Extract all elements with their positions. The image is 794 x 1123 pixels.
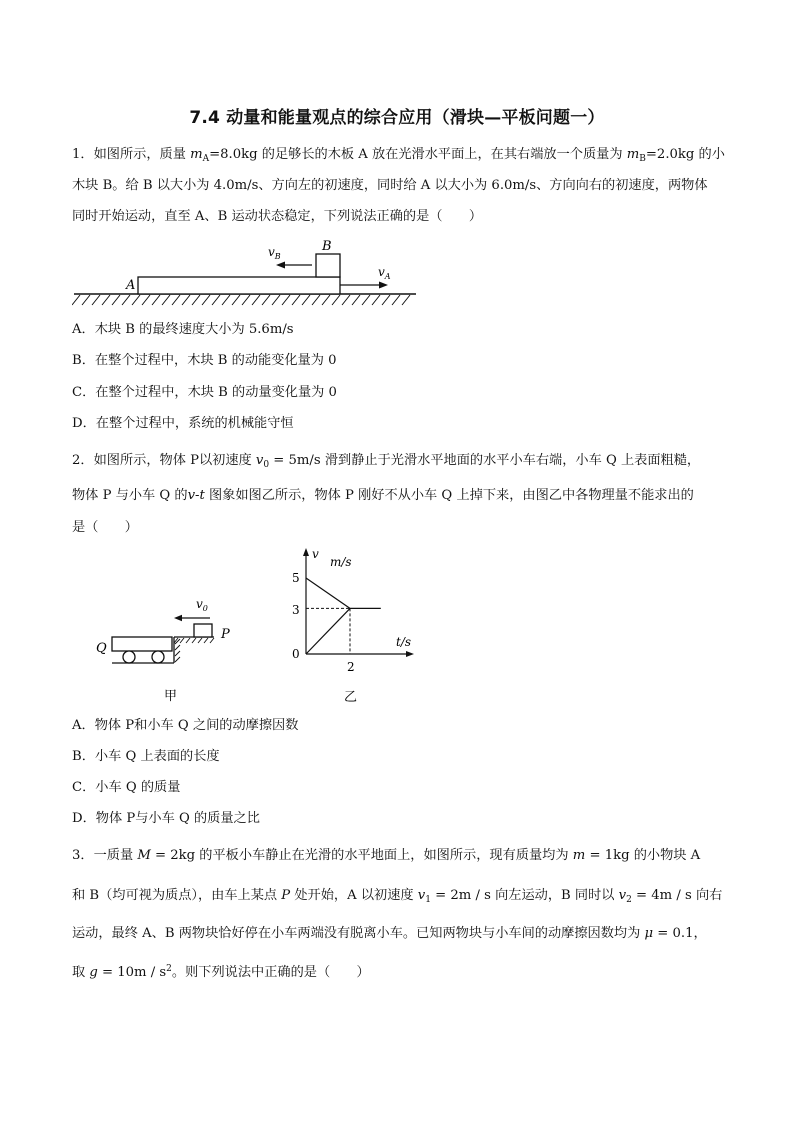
y-tick-label: 3 — [292, 603, 300, 617]
page-title: 7.4 动量和能量观点的综合应用（滑块—平板问题一） — [189, 108, 605, 128]
q2-text: = 5m/s 滑到静止于光滑水平地面的水平小车右端，小车 Q 上表面粗糙， — [269, 453, 701, 468]
q2-text: 物体 P 与小车 Q 的 — [72, 488, 188, 503]
q3-m-symbol: m — [572, 848, 586, 863]
y-axis-label: v — [312, 547, 319, 561]
q1-option-c[interactable]: C．在整个过程中，木块 B 的动量变化量为 0 — [72, 385, 337, 400]
q3-text: = 4m / s 向右 — [631, 888, 723, 903]
q1-line-3: 同时开始运动，直至 A、B 运动状态稳定，下列说法正确的是（ ） — [72, 209, 483, 224]
q1-line-1 — [72, 146, 725, 168]
q2-option-d[interactable]: D．物体 P与小车 Q 的质量之比 — [72, 811, 260, 826]
q3-P-symbol: P — [281, 888, 291, 903]
q3-line-3 — [72, 925, 707, 943]
label-vB: $v_B$ — [268, 245, 281, 261]
q2-v0-sub: 0 — [263, 460, 270, 470]
q1-mass-B-sub: B — [639, 154, 646, 164]
series-line-0 — [306, 578, 381, 608]
x-axis-arrow-icon — [406, 651, 414, 657]
q3-line-2 — [72, 887, 722, 909]
q1-mass-A-symbol: m — [190, 147, 203, 162]
q1-text: =8.0kg 的足够长的木板 A 放在光滑水平面上，在其右端放一个质量为 — [209, 147, 627, 162]
q2-text: 图象如图乙所示，物体 P 刚好不从小车 Q 上掉下来，由图乙中各物理量不能求出的 — [204, 488, 694, 503]
q3-text: 。则下列说法中正确的是（ ） — [171, 965, 370, 980]
q3-line-1 — [72, 847, 700, 865]
label-vA: $v_A$ — [378, 265, 391, 281]
y-axis-arrow-icon — [303, 548, 309, 556]
x-tick-label: 2 — [347, 660, 355, 674]
label-A: A — [126, 278, 136, 293]
q1-figure — [72, 238, 422, 310]
label-v0: $v_0$ — [196, 597, 208, 613]
arrow-right-icon — [379, 282, 388, 289]
q3-text: = 2m / s 向左运动，B 同时以 — [430, 888, 619, 903]
q2-option-c[interactable]: C．小车 Q 的质量 — [72, 780, 181, 795]
cart-Q — [112, 637, 172, 651]
q1-text: 1．如图所示，质量 — [72, 147, 191, 162]
q3-sup: 2 — [166, 964, 172, 974]
q3-mu-symbol: μ — [644, 926, 654, 941]
q3-text: = 2kg 的平板小车静止在光滑的水平地面上，如图所示，现有质量均为 — [150, 848, 573, 863]
label-B: B — [322, 239, 332, 254]
label-P: P — [221, 627, 230, 642]
q3-text: 运动，最终 A、B 两物块恰好停在小车两端没有脱离小车。已知两物块与小车间的动摩擦因数均为 — [72, 926, 645, 941]
q3-line-4 — [72, 960, 370, 982]
q3-v2-symbol: v — [618, 888, 627, 903]
q3-text: 和 B（均可视为质点），由车上某点 — [72, 888, 282, 903]
q3-text: = 0.1， — [653, 926, 707, 941]
q2-text: 2．如图所示，物体 P以初速度 — [72, 453, 256, 468]
arrow-left-icon — [174, 615, 182, 621]
q1-option-d[interactable]: D．在整个过程中，系统的机械能守恒 — [72, 416, 294, 431]
caption-jia: 甲 — [164, 689, 178, 704]
q3-text: 处开始，A 以初速度 — [290, 888, 418, 903]
arrow-left-icon — [276, 262, 285, 269]
y-tick-label: 5 — [292, 571, 300, 585]
y-axis-unit: m/s — [330, 555, 352, 569]
q2-line-3: 是（ ） — [72, 520, 138, 535]
q3-text: 3．一质量 — [72, 848, 138, 863]
q2-vt-symbol: v-t — [187, 488, 205, 503]
q3-v1-symbol: v — [417, 888, 426, 903]
q3-v2-sub: 2 — [626, 895, 632, 905]
q2-line-2 — [72, 487, 694, 505]
x-axis-label: t/s — [396, 635, 412, 649]
q2-option-a[interactable]: A．物体 P和小车 Q 之间的动摩擦因数 — [72, 718, 299, 733]
q3-g-symbol: g — [89, 965, 98, 980]
q1-line-2: 木块 B。给 B 以大小为 4.0m/s、方向左的初速度，同时给 A 以大小为 6.0m/s、方向向右的初速度，两物体 — [72, 178, 708, 193]
board-A — [138, 277, 340, 294]
q3-M-symbol: M — [137, 848, 151, 863]
q3-text: = 10m / s — [97, 965, 167, 980]
y-tick-label: 0 — [292, 647, 300, 661]
caption-yi: 乙 — [344, 690, 358, 705]
q2-v0-symbol: v — [255, 453, 264, 468]
q1-option-b[interactable]: B．在整个过程中，木块 B 的动能变化量为 0 — [72, 353, 337, 368]
label-Q: Q — [96, 641, 107, 656]
q2-vt-chart — [286, 544, 436, 706]
series-line-1 — [306, 608, 350, 654]
q1-text: =2.0kg 的小 — [645, 147, 725, 162]
q2-line-1 — [72, 452, 700, 474]
q3-text: = 1kg 的小物块 A — [585, 848, 701, 863]
q2-option-b[interactable]: B．小车 Q 上表面的长度 — [72, 749, 220, 764]
q3-v1-sub: 1 — [425, 895, 431, 905]
q2-figure-jia — [92, 592, 242, 704]
block-P — [194, 624, 212, 637]
q3-text: 取 — [72, 965, 90, 980]
block-B — [316, 254, 340, 277]
q1-option-a[interactable]: A．木块 B 的最终速度大小为 5.6m/s — [72, 322, 294, 337]
q1-mass-A-sub: A — [202, 154, 210, 164]
q1-mass-B-symbol: m — [626, 147, 640, 162]
